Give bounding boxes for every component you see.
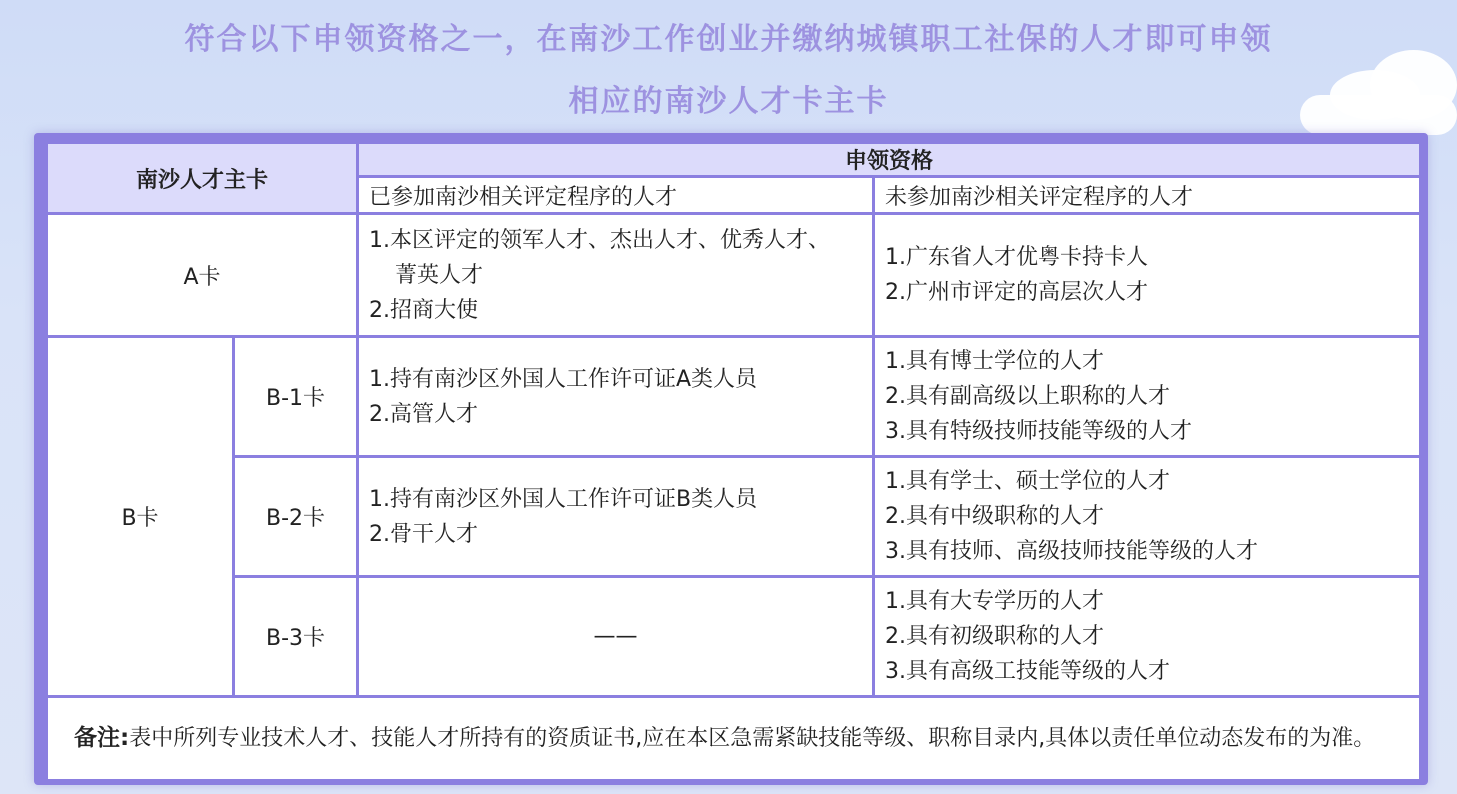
card-label-b: B卡: [47, 337, 234, 697]
list-item: 1.广东省人才优粤卡持卡人: [885, 245, 1149, 270]
list-item: 1.本区评定的领军人才、杰出人才、优秀人才、: [369, 227, 831, 253]
list-item: 2.具有初级职称的人才: [885, 624, 1105, 649]
b3-not-evaluated-cell: [874, 577, 1421, 697]
table-note: [47, 697, 1421, 781]
b2-evaluated-cell: [358, 457, 874, 577]
list-item: 2.具有中级职称的人才: [885, 504, 1105, 529]
list-item: 1.持有南沙区外国人工作许可证A类人员: [369, 366, 758, 392]
column-header-evaluated: 已参加南沙相关评定程序的人才: [358, 177, 874, 214]
list-item: 2.骨干人才: [369, 521, 479, 547]
list-item: 3.具有特级技师技能等级的人才: [885, 419, 1193, 444]
b1-evaluated-cell: [358, 337, 874, 457]
card-label-b3: B-3卡: [234, 577, 358, 697]
headline-line-2: 相应的南沙人才卡主卡: [568, 84, 889, 119]
card-label-a: A卡: [47, 214, 358, 337]
list-item: 2.高管人才: [369, 401, 479, 427]
list-item: 1.持有南沙区外国人工作许可证B类人员: [369, 486, 758, 512]
list-item: 3.具有高级工技能等级的人才: [885, 659, 1171, 684]
column-header-not-evaluated: 未参加南沙相关评定程序的人才: [874, 177, 1421, 214]
b1-not-evaluated-cell: [874, 337, 1421, 457]
list-item: 3.具有技师、高级技师技能等级的人才: [885, 539, 1259, 564]
a-evaluated-cell: [358, 214, 874, 337]
list-item: 2.广州市评定的高层次人才: [885, 280, 1149, 305]
group-header: 申领资格: [358, 143, 1421, 177]
list-item: 2.招商大使: [369, 297, 479, 323]
card-label-b1: B-1卡: [234, 337, 358, 457]
note-label: 备注:: [74, 725, 130, 751]
talent-card-table: [45, 141, 1422, 782]
headline-line-1: 符合以下申领资格之一，在南沙工作创业并缴纳城镇职工社保的人才即可申领: [184, 22, 1273, 57]
corner-title: 南沙人才主卡: [47, 143, 358, 214]
list-item: 1.具有大专学历的人才: [885, 589, 1105, 614]
b3-evaluated-dash: ——: [358, 577, 874, 697]
a-not-evaluated-cell: [874, 214, 1421, 337]
list-item: 2.具有副高级以上职称的人才: [885, 384, 1171, 409]
card-label-b2: B-2卡: [234, 457, 358, 577]
list-item: 菁英人才: [395, 262, 484, 288]
note-text: 表中所列专业技术人才、技能人才所持有的资质证书,应在本区急需紧缺技能等级、职称目录内,具体以责任单位动态发布的为准。: [129, 726, 1376, 751]
list-item: 1.具有博士学位的人才: [885, 349, 1105, 374]
b2-not-evaluated-cell: [874, 457, 1421, 577]
list-item: 1.具有学士、硕士学位的人才: [885, 469, 1171, 494]
